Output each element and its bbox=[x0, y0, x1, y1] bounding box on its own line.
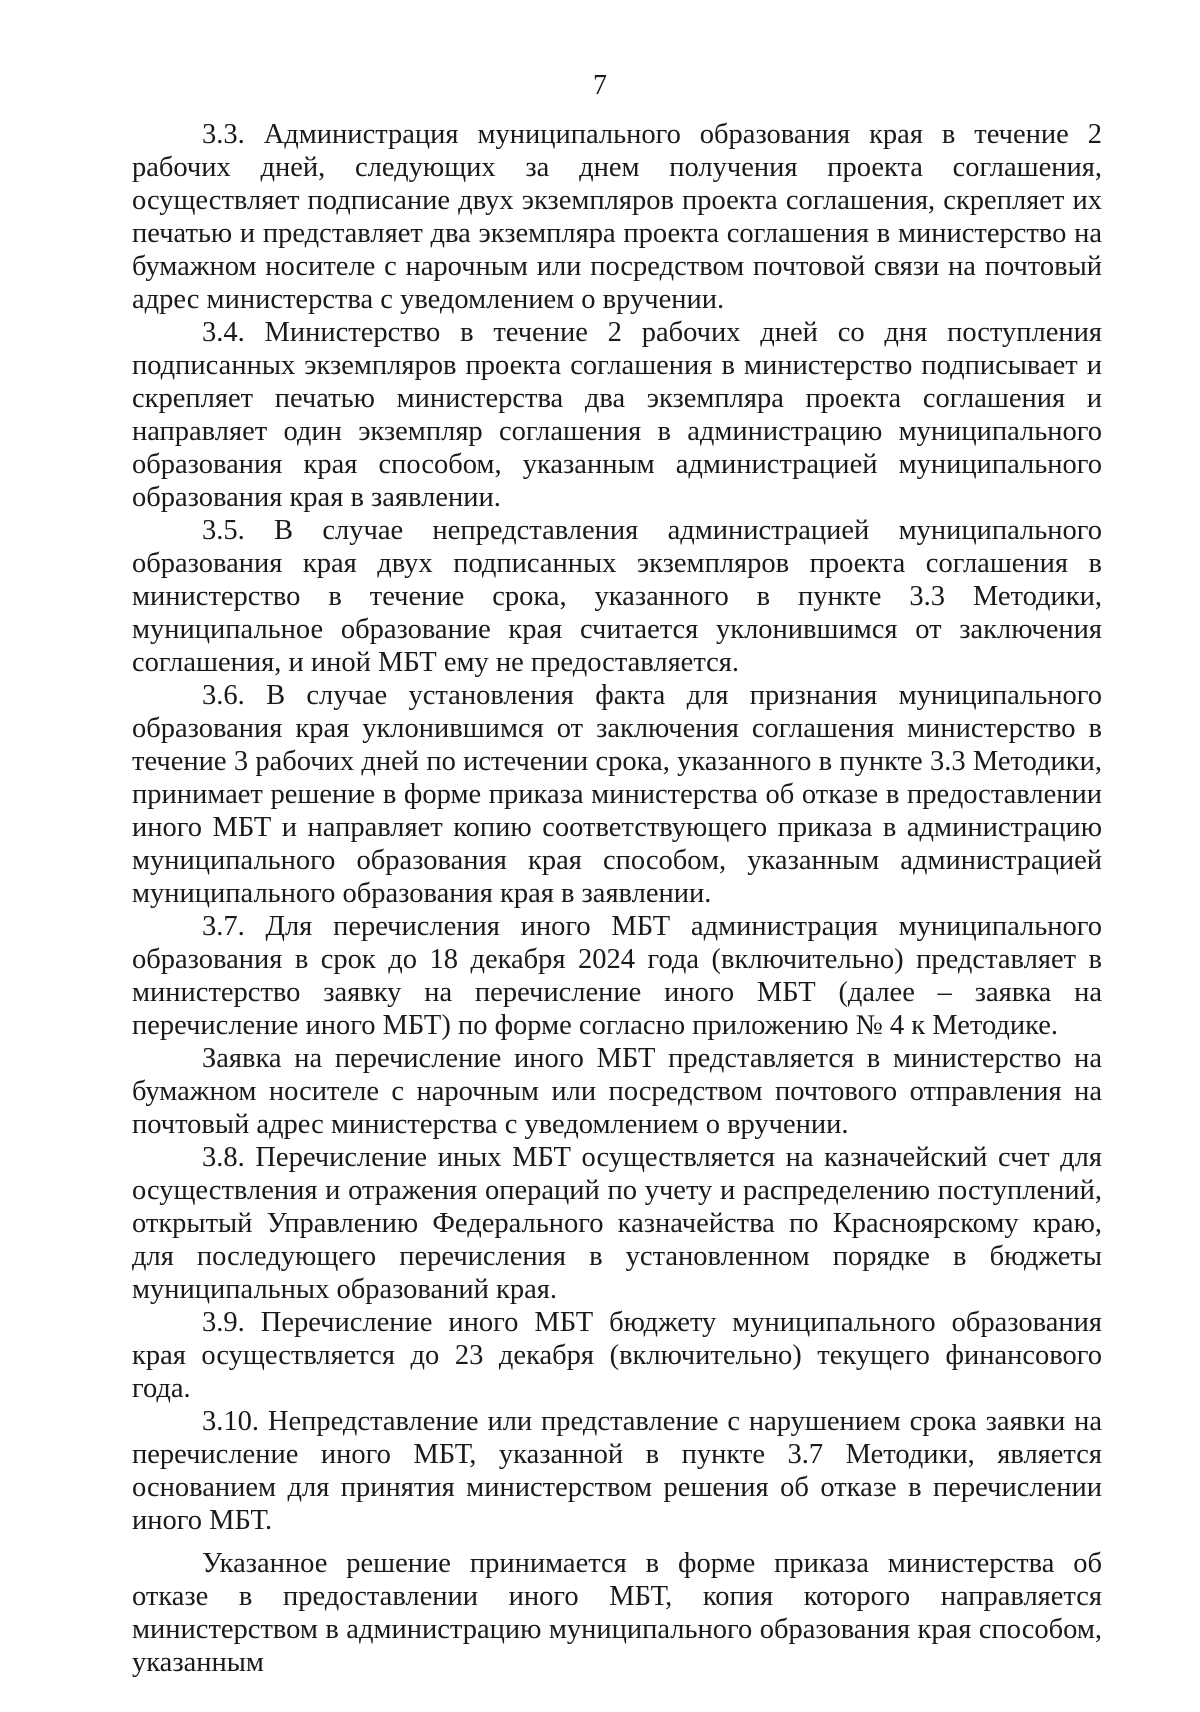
paragraph-3-6: 3.6. В случае установления факта для признания муниципального образования края уклонившимся от заключения соглашения министерство в течение 3 рабочих дней по истечении срока, указанного в пункте 3.3 Методики, принимает решение в форме приказа министерства об отказе в предоставлении иного МБТ и направляет копию соответствующего приказа в администрацию муниципального образования края способом, указанным администрацией муниципального образования края в заявлении. bbox=[132, 680, 1102, 909]
paragraph-3-7: 3.7. Для перечисления иного МБТ администрация муниципального образования в срок до 18 декабря 2024 года (включительно) представляет в министерство заявку на перечисление иного МБТ (далее – заявка на перечисление иного МБТ) по форме согласно приложению № 4 к Методике. bbox=[132, 911, 1102, 1041]
paragraph-3-10-continued: Указанное решение принимается в форме приказа министерства об отказе в предоставлении иного МБТ, копия которого направляется министерством в администрацию муниципального образования края способом, указанным bbox=[132, 1548, 1102, 1678]
page-number: 7 bbox=[593, 70, 607, 101]
paragraph-3-10: 3.10. Непредставление или представление с нарушением срока заявки на перечисление иного МБТ, указанной в пункте 3.7 Методики, является основанием для принятия министерством решения об отказе в перечислении иного МБТ. bbox=[132, 1406, 1102, 1536]
paragraph-3-8: 3.8. Перечисление иных МБТ осуществляется на казначейский счет для осуществления и отражения операций по учету и распределению поступлений, открытый Управлению Федерального казначейства по Красноярскому краю, для последующего перечисления в установленном порядке в бюджеты муниципальных образований края. bbox=[132, 1142, 1102, 1305]
paragraph-3-5: 3.5. В случае непредставления администрацией муниципального образования края двух подписанных экземпляров проекта соглашения в министерство в течение срока, указанного в пункте 3.3 Методики, муниципальное образование края считается уклонившимся от заключения соглашения, и иной МБТ ему не предоставляется. bbox=[132, 515, 1102, 678]
document-body bbox=[132, 118, 1102, 1679]
paragraph-3-4: 3.4. Министерство в течение 2 рабочих дней со дня поступления подписанных экземпляров проекта соглашения в министерство подписывает и скрепляет печатью министерства два экземпляра проекта соглашения и направляет один экземпляр соглашения в администрацию муниципального образования края способом, указанным администрацией муниципального образования края в заявлении. bbox=[132, 317, 1102, 513]
paragraph-3-3: 3.3. Администрация муниципального образования края в течение 2 рабочих дней, следующих за днем получения проекта соглашения, осуществляет подписание двух экземпляров проекта соглашения, скрепляет их печатью и представляет два экземпляра проекта соглашения в министерство на бумажном носителе с нарочным или посредством почтовой связи на почтовый адрес министерства с уведомлением о вручении. bbox=[132, 119, 1102, 315]
paragraph-3-7-continued: Заявка на перечисление иного МБТ представляется в министерство на бумажном носителе с нарочным или посредством почтового отправления на почтовый адрес министерства с уведомлением о вручении. bbox=[132, 1043, 1102, 1140]
paragraph-3-9: 3.9. Перечисление иного МБТ бюджету муниципального образования края осуществляется до 23 декабря (включительно) текущего финансового года. bbox=[132, 1307, 1102, 1404]
